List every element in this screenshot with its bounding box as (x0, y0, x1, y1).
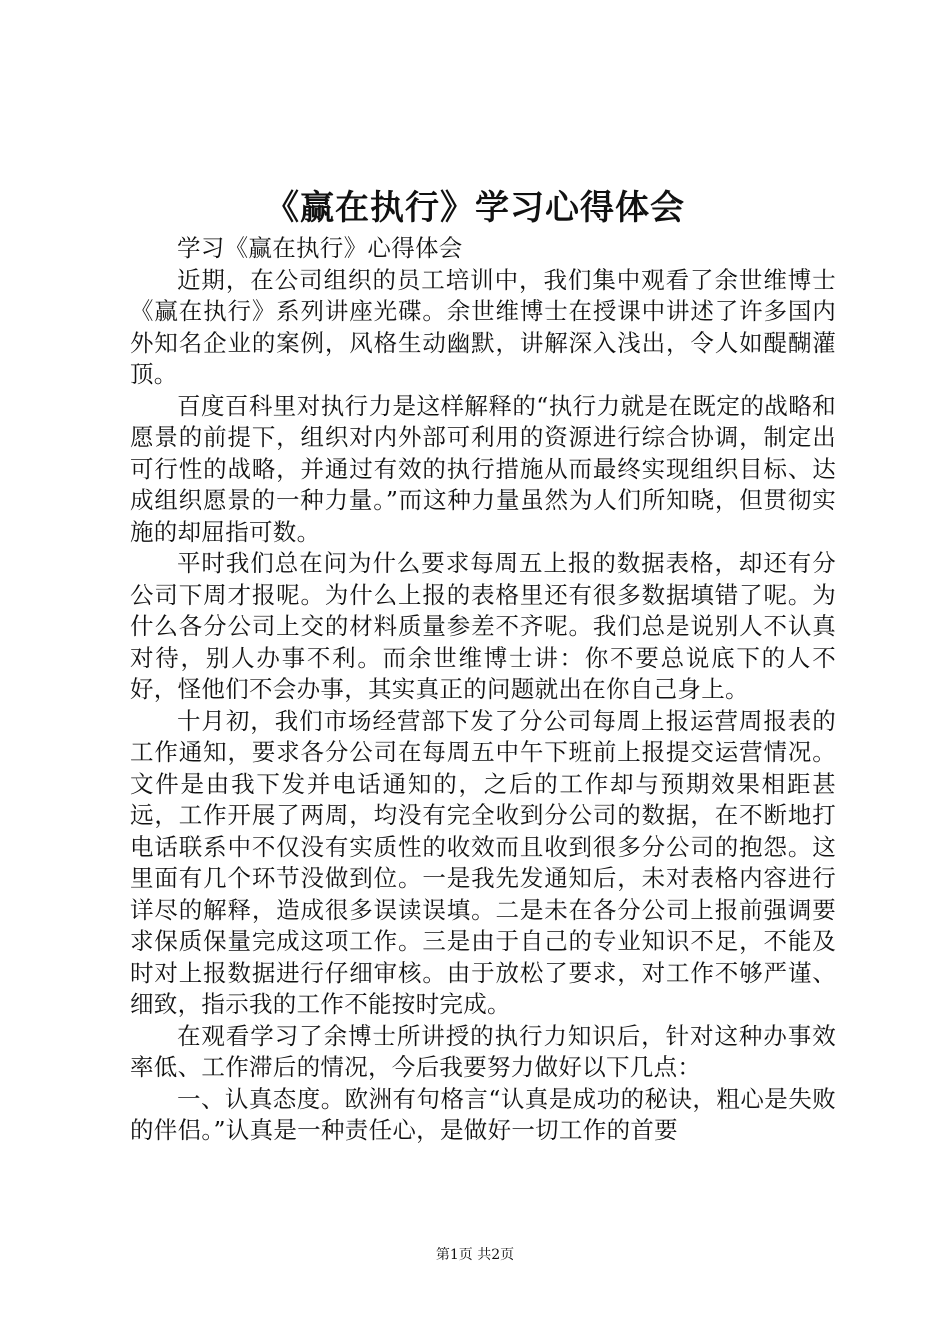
paragraph-questions: 平时我们总在问为什么要求每周五上报的数据表格，却还有分公司下周才报呢。为什么上报的表格里还有很多数据填错了呢。为什么各分公司上交的材料质量参差不齐呢。我们总是说别人不认真对待，别人办事不利。而余世维博士讲：你不要总说底下的人不好，怪他们不会办事，其实真正的问题就出在你自己身上。 (130, 549, 836, 703)
paragraph-point-one: 一、认真态度。欧洲有句格言“认真是成功的秘诀，粗心是失败的伴侣。”认真是一种责任心，是做好一切工作的首要 (130, 1084, 836, 1144)
page-footer: 第1页 共2页 (435, 1247, 515, 1263)
paragraph-intro: 近期，在公司组织的员工培训中，我们集中观看了余世维博士《赢在执行》系列讲座光碟。余世维博士在授课中讲述了许多国内外知名企业的案例，风格生动幽默，讲解深入浅出，令人如醍醐灌顶。 (130, 265, 836, 388)
paragraph-case: 十月初，我们市场经营部下发了分公司每周上报运营周报表的工作通知，要求各分公司在每周五中午下班前上报提交运营情况。文件是由我下发并电话通知的，之后的工作却与预期效果相距甚远，工作开展了两周，均没有完全收到分公司的数据，在不断地打电话联系中不仅没有实质性的收效而且收到很多分公司的抱怨。这里面有几个环节没做到位。一是我先发通知后，未对表格内容进行详尽的解释，造成很多误读误填。二是未在各分公司上报前强调要求保质保量完成这项工作。三是由于自己的专业知识不足，不能及时对上报数据进行仔细审核。由于放松了要求，对工作不够严谨、细致，指示我的工作不能按时完成。 (130, 706, 836, 1018)
document-title: 《赢在执行》学习心得体会 (265, 188, 685, 228)
paragraph-subtitle: 学习《赢在执行》心得体会 (177, 234, 463, 262)
document-body (130, 233, 836, 1147)
paragraph-plan: 在观看学习了余博士所讲授的执行力知识后，针对这种办事效率低、工作滞后的情况，今后我要努力做好以下几点： (130, 1021, 836, 1081)
paragraph-definition: 百度百科里对执行力是这样解释的“执行力就是在既定的战略和愿景的前提下，组织对内外部可利用的资源进行综合协调，制定出可行性的战略，并通过有效的执行措施从而最终实现组织目标、达成组织愿景的一种力量。”而这种力量虽然为人们所知晓，但贯彻实施的却屈指可数。 (130, 391, 836, 546)
